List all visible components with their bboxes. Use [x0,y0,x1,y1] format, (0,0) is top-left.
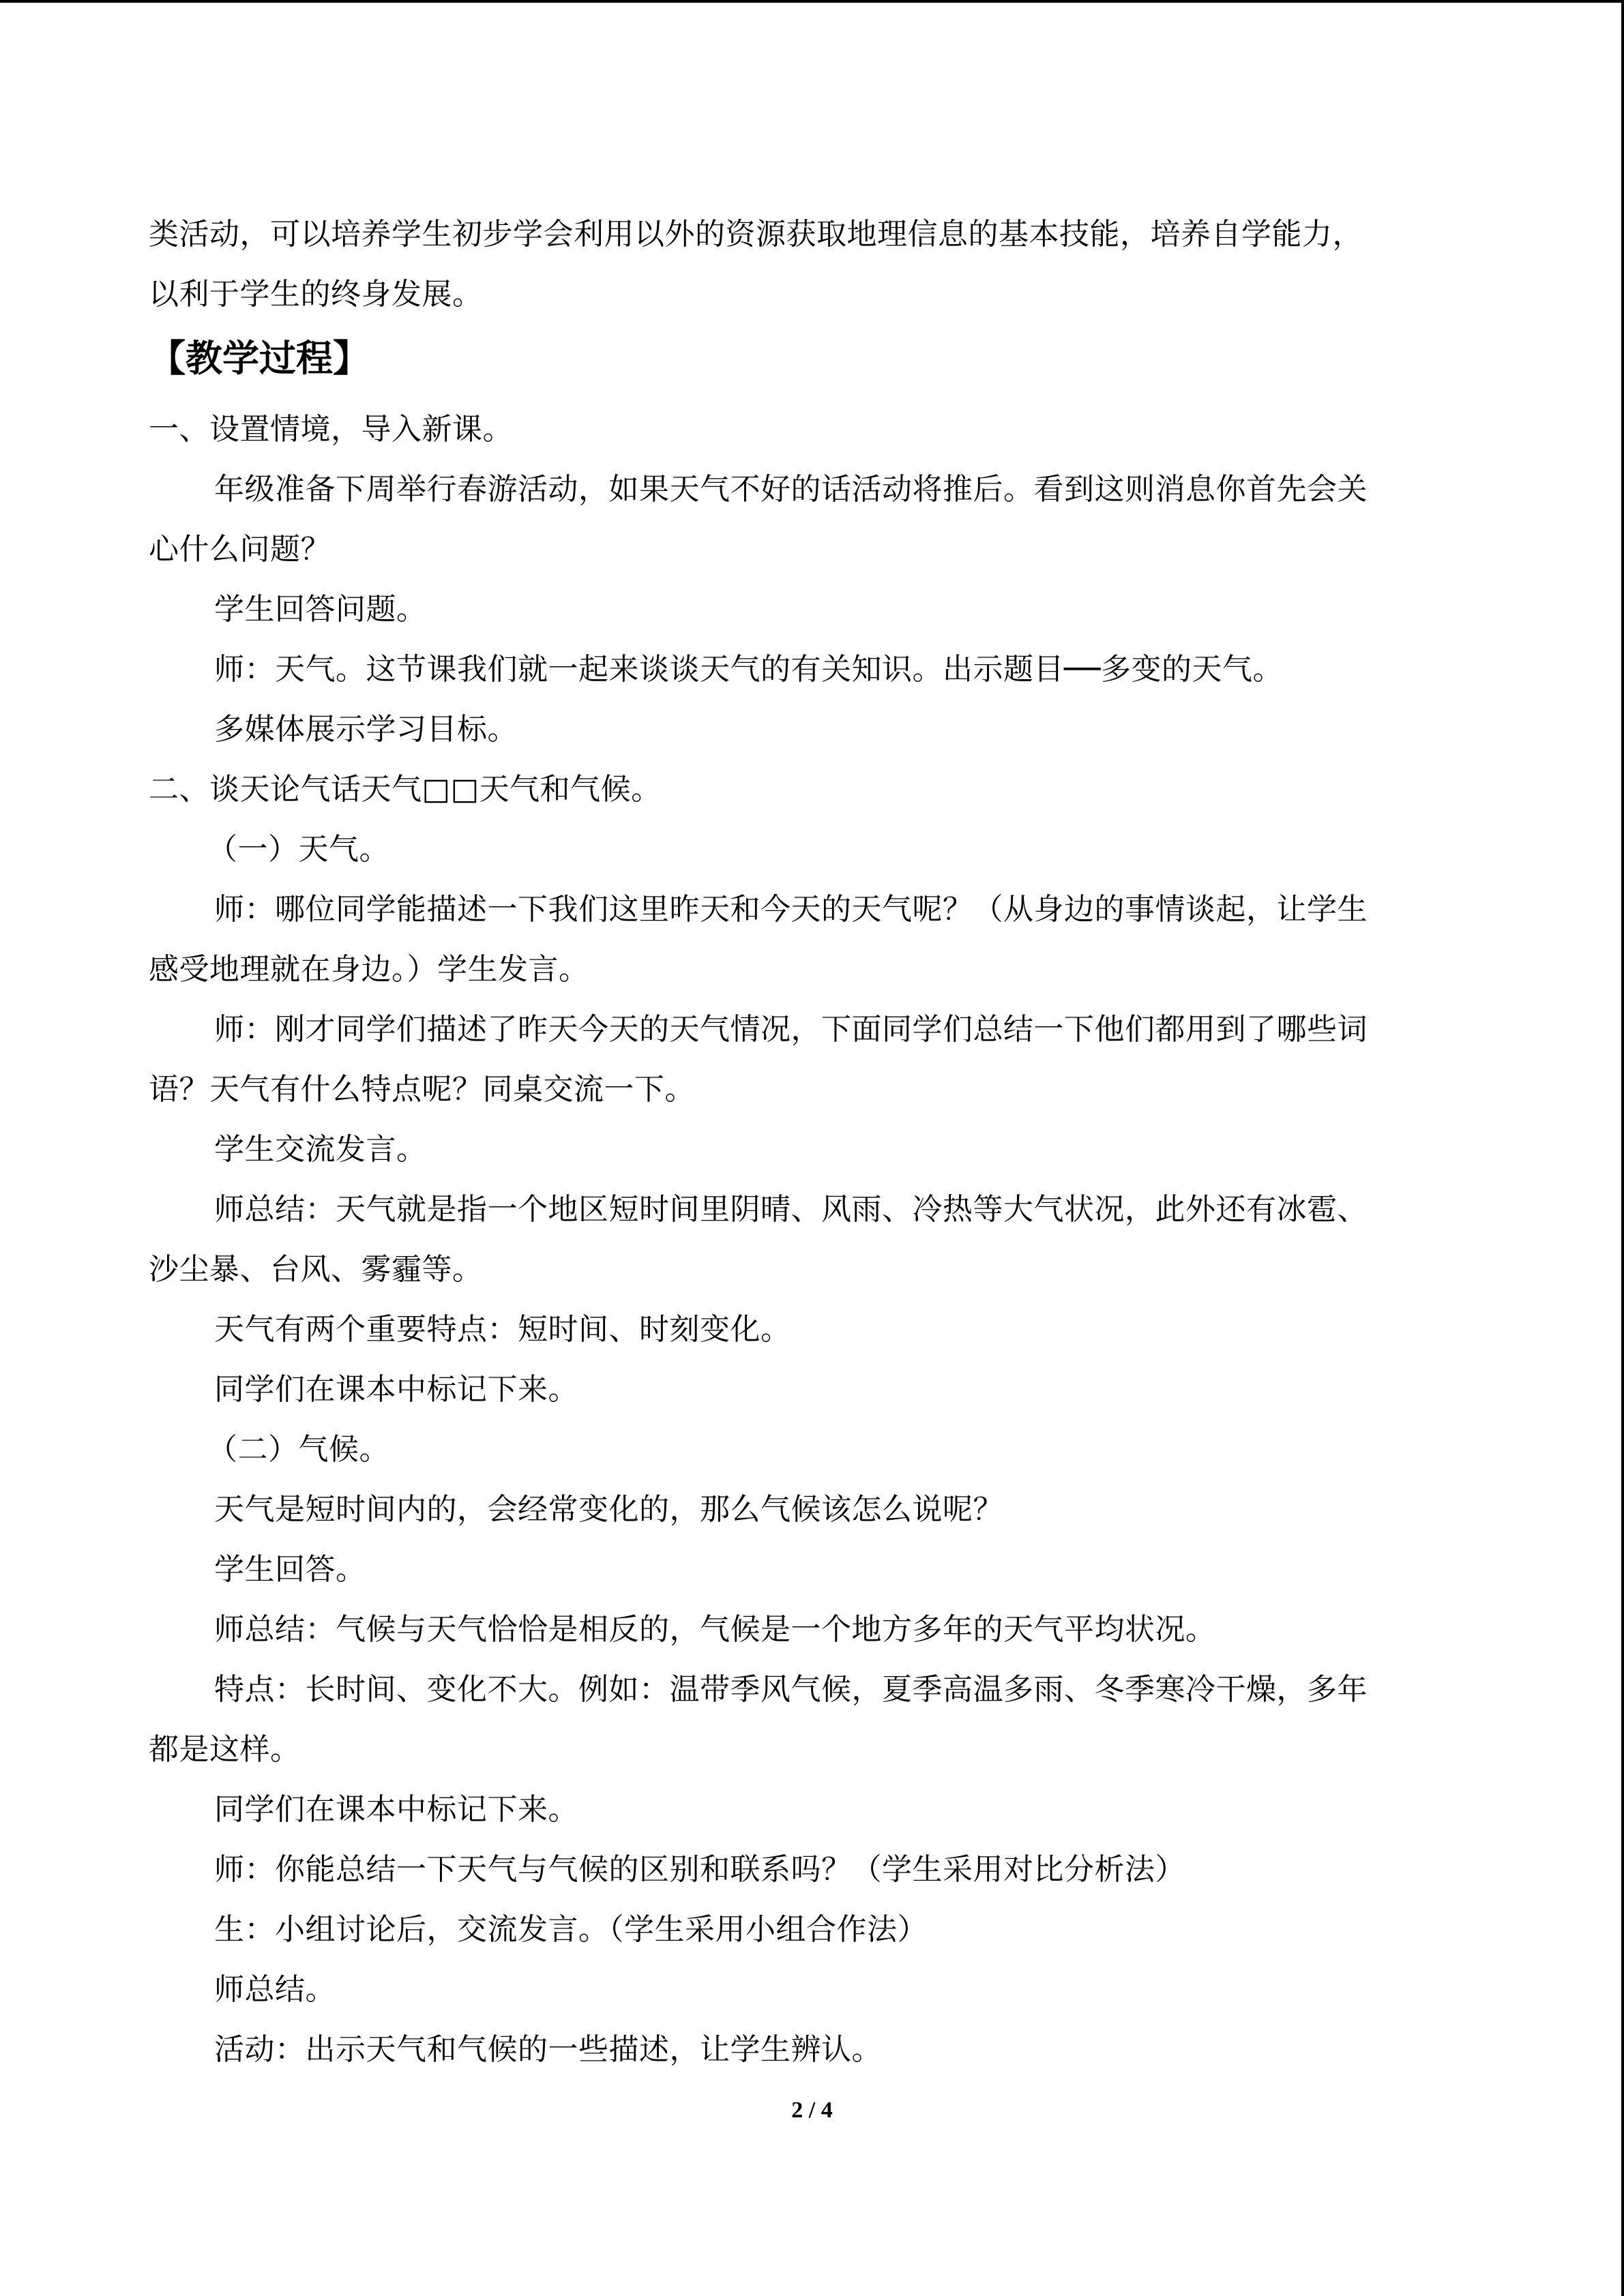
paragraph-line: 师总结：气候与天气恰恰是相反的，气候是一个地方多年的天气平均状况。 [214,1612,1216,1647]
paragraph-line: 学生回答问题。 [214,592,427,627]
paragraph-line: 同学们在课本中标记下来。 [214,1792,578,1827]
paragraph-line: 特点：长时间、变化不大。例如：温带季风气候，夏季高温多雨、冬季寒冷干燥，多年 [214,1672,1368,1707]
paragraph-line: 学生交流发言。 [214,1132,427,1167]
paragraph-line: 天气有两个重要特点：短时间、时刻变化。 [214,1312,791,1347]
paragraph-line: 学生回答。 [214,1552,366,1587]
paragraph-line: 类活动，可以培养学生初步学会利用以外的资源获取地理信息的基本技能，培养自学能力， [149,217,1363,252]
section-heading: 【教学过程】 [149,337,370,380]
paragraph-line: 师总结：天气就是指一个地区短时间里阴晴、风雨、冷热等大气状况，此外还有冰雹、 [214,1192,1368,1227]
paragraph-line: 年级准备下周举行春游活动，如果天气不好的话活动将推后。看到这则消息你首先会关 [214,472,1368,507]
paragraph-line: 师：你能总结一下天气与气候的区别和联系吗？（学生采用对比分析法） [214,1852,1185,1887]
paragraph-line: 师：哪位同学能描述一下我们这里昨天和今天的天气呢？（从身边的事情谈起，让学生 [214,892,1368,927]
paragraph-line: 同学们在课本中标记下来。 [214,1372,578,1407]
spacer [149,393,1465,400]
paragraph-line: 师：天气。这节课我们就一起来谈谈天气的有关知识。出示题目──多变的天气。 [214,652,1283,687]
paragraph-line: 生：小组讨论后，交流发言。（学生采用小组合作法） [214,1912,928,1947]
paragraph-line: 语？天气有什么特点呢？同桌交流一下。 [149,1072,695,1107]
paragraph-line: 师：刚才同学们描述了昨天今天的天气情况，下面同学们总结一下他们都用到了哪些词 [214,1012,1368,1047]
paragraph-line: 都是这样。 [149,1732,301,1767]
paragraph-line: 感受地理就在身边。）学生发言。 [149,952,589,987]
document-body [149,205,1465,2080]
paragraph-line: 天气是短时间内的，会经常变化的，那么气候该怎么说呢？ [214,1492,1003,1527]
paragraph-line: 活动：出示天气和气候的一些描述，让学生辨认。 [214,2032,882,2067]
page-number: 2 / 4 [791,2098,833,2123]
section-title: 二、谈天论气话天气□□天气和气候。 [149,772,662,807]
paragraph-line: 师总结。 [214,1972,336,2007]
paragraph-line: 以利于学生的终身发展。 [149,277,483,312]
section-title: 一、设置情境，导入新课。 [149,412,513,447]
subsection-title: （一）天气。 [207,832,389,867]
subsection-title: （二）气候。 [207,1432,389,1467]
paragraph-line: 沙尘暴、台风、雾霾等。 [149,1252,483,1287]
paragraph-line: 心什么问题？ [149,532,331,567]
paragraph-line: 多媒体展示学习目标。 [214,712,518,747]
